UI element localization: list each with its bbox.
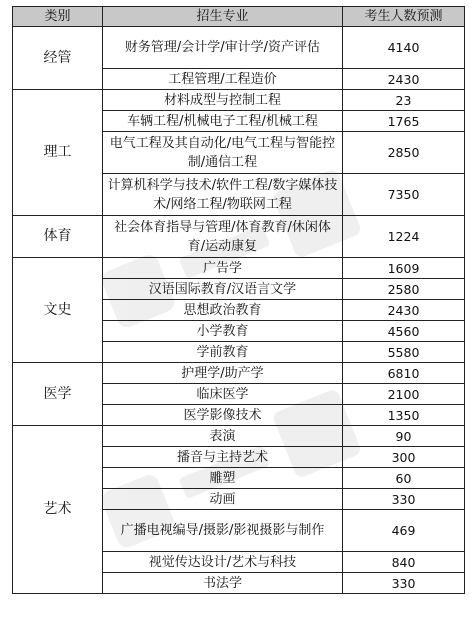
major-cell: 学前教育 bbox=[103, 342, 343, 363]
count-cell: 2100 bbox=[343, 384, 465, 405]
count-cell: 469 bbox=[343, 510, 465, 552]
major-cell: 护理学/助产学 bbox=[103, 363, 343, 384]
table-row bbox=[13, 90, 465, 111]
major-cell: 计算机科学与技术/软件工程/数字媒体技术/网络工程/物联网工程 bbox=[103, 174, 343, 216]
count-cell: 330 bbox=[343, 573, 465, 594]
major-cell: 表演 bbox=[103, 426, 343, 447]
count-cell: 4140 bbox=[343, 27, 465, 69]
major-cell: 社会体育指导与管理/体育教育/休闲体育/运动康复 bbox=[103, 216, 343, 258]
count-cell: 330 bbox=[343, 489, 465, 510]
table-row bbox=[13, 27, 465, 69]
major-cell: 临床医学 bbox=[103, 384, 343, 405]
major-cell: 书法学 bbox=[103, 573, 343, 594]
count-cell: 5580 bbox=[343, 342, 465, 363]
category-cell: 体育 bbox=[13, 216, 103, 258]
major-cell: 汉语国际教育/汉语言文学 bbox=[103, 279, 343, 300]
count-cell: 7350 bbox=[343, 174, 465, 216]
header-count: 考生人数预测 bbox=[343, 7, 465, 27]
count-cell: 2580 bbox=[343, 279, 465, 300]
major-cell: 车辆工程/机械电子工程/机械工程 bbox=[103, 111, 343, 132]
count-cell: 1350 bbox=[343, 405, 465, 426]
count-cell: 2430 bbox=[343, 300, 465, 321]
major-cell: 播音与主持艺术 bbox=[103, 447, 343, 468]
header-category: 类别 bbox=[13, 7, 103, 27]
category-cell: 医学 bbox=[13, 363, 103, 426]
major-cell: 视觉传达设计/艺术与科技 bbox=[103, 552, 343, 573]
count-cell: 6810 bbox=[343, 363, 465, 384]
count-cell: 1765 bbox=[343, 111, 465, 132]
major-cell: 动画 bbox=[103, 489, 343, 510]
category-cell: 经管 bbox=[13, 27, 103, 90]
count-cell: 840 bbox=[343, 552, 465, 573]
count-cell: 2430 bbox=[343, 69, 465, 90]
major-cell: 广告学 bbox=[103, 258, 343, 279]
table-row bbox=[13, 216, 465, 258]
header-major: 招生专业 bbox=[103, 7, 343, 27]
table-row bbox=[13, 258, 465, 279]
category-cell: 艺术 bbox=[13, 426, 103, 594]
major-cell: 工程管理/工程造价 bbox=[103, 69, 343, 90]
count-cell: 300 bbox=[343, 447, 465, 468]
major-cell: 雕塑 bbox=[103, 468, 343, 489]
major-cell: 广播电视编导/摄影/影视摄影与制作 bbox=[103, 510, 343, 552]
major-cell: 财务管理/会计学/审计学/资产评估 bbox=[103, 27, 343, 69]
count-cell: 60 bbox=[343, 468, 465, 489]
table-header-row bbox=[13, 7, 465, 27]
count-cell: 1609 bbox=[343, 258, 465, 279]
major-cell: 电气工程及其自动化/电气工程与智能控制/通信工程 bbox=[103, 132, 343, 174]
count-cell: 23 bbox=[343, 90, 465, 111]
major-cell: 医学影像技术 bbox=[103, 405, 343, 426]
major-cell: 小学教育 bbox=[103, 321, 343, 342]
admission-table-wrapper bbox=[12, 6, 464, 594]
count-cell: 90 bbox=[343, 426, 465, 447]
major-cell: 材料成型与控制工程 bbox=[103, 90, 343, 111]
table-row bbox=[13, 426, 465, 447]
admission-forecast-table bbox=[12, 6, 465, 594]
category-cell: 文史 bbox=[13, 258, 103, 363]
major-cell: 思想政治教育 bbox=[103, 300, 343, 321]
table-body bbox=[13, 27, 465, 594]
category-cell: 理工 bbox=[13, 90, 103, 216]
count-cell: 4560 bbox=[343, 321, 465, 342]
count-cell: 1224 bbox=[343, 216, 465, 258]
count-cell: 2850 bbox=[343, 132, 465, 174]
table-row bbox=[13, 363, 465, 384]
